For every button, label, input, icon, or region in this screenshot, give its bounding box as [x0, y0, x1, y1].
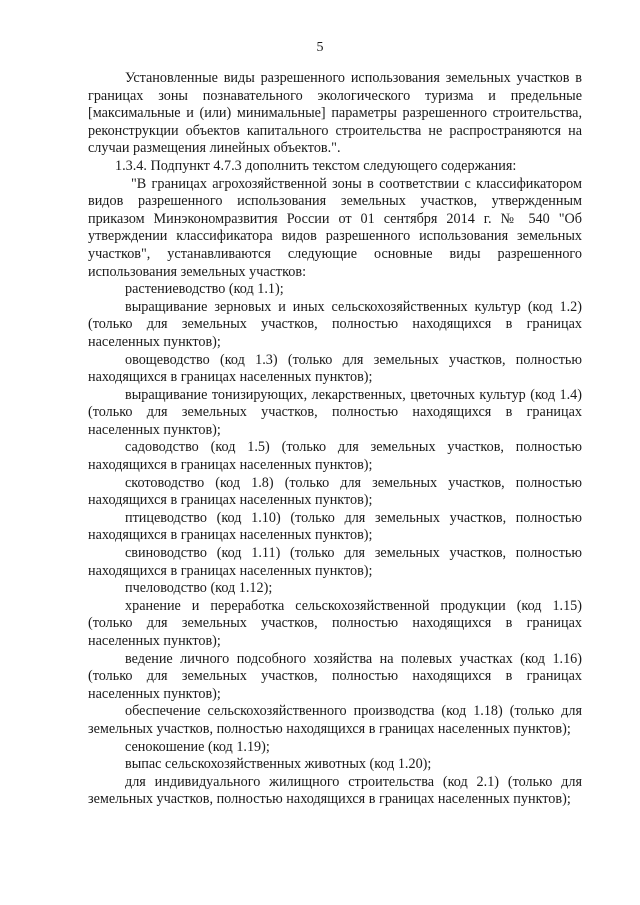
land-use-list [88, 281, 582, 809]
list-item: свиноводство (код 1.11) (только для земельных участков, полностью находящихся в границах населенных пунктов); [88, 545, 582, 579]
list-item: ведение личного подсобного хозяйства на полевых участках (код 1.16) (только для земельных участков, полностью находящихся в границах населенных пунктов); [88, 650, 582, 702]
paragraph-zone-tourism: Установленные виды разрешенного использования земельных участков в границах зоны познавательного экологического туризма и предельные [максимальные и (или) минимальные] параметры разрешенного строительства, реконструкции объектов капитального строительства не распространяются на случаи размещения линейных объектов.". [88, 70, 582, 157]
paragraph-subclause-4-7-3: 1.3.4. Подпункт 4.7.3 дополнить текстом следующего содержания: [115, 157, 517, 174]
document-body [88, 70, 582, 809]
list-item: для индивидуального жилищного строительства (код 2.1) (только для земельных участков, полностью находящихся в границах населенных пунктов); [88, 773, 582, 808]
list-item: выпас сельскохозяйственных животных (код 1.20); [125, 756, 432, 773]
list-item: сенокошение (код 1.19); [125, 738, 270, 755]
list-item: обеспечение сельскохозяйственного производства (код 1.18) (только для земельных участков, полностью находящихся в границах населенных пунктов); [88, 703, 582, 737]
list-item: птицеводство (код 1.10) (только для земельных участков, полностью находящихся в границах населенных пунктов); [88, 509, 582, 544]
list-item: садоводство (код 1.5) (только для земельных участков, полностью находящихся в границах населенных пунктов); [88, 439, 582, 474]
list-item: выращивание тонизирующих, лекарственных, цветочных культур (код 1.4) (только для земельных участков, полностью находящихся в границах населенных пунктов); [88, 386, 582, 438]
list-item: выращивание зерновых и иных сельскохозяйственных культур (код 1.2) (только для земельных участков, полностью находящихся в границах населенных пунктов); [88, 298, 582, 350]
list-item: скотоводство (код 1.8) (только для земельных участков, полностью находящихся в границах населенных пунктов); [88, 474, 582, 509]
list-item: хранение и переработка сельскохозяйственной продукции (код 1.15) (только для земельных участков, полностью находящихся в границах населенных пунктов); [88, 597, 582, 649]
list-item: овощеводство (код 1.3) (только для земельных участков, полностью находящихся в границах населенных пунктов); [88, 351, 582, 386]
page-number: 5 [316, 40, 324, 55]
list-item: пчеловодство (код 1.12); [125, 580, 273, 597]
paragraph-agro-zone-intro: "В границах агрохозяйственной зоны в соответствии с классификатором видов разрешенного использования земельных участков, утвержденным приказом Минэкономразвития России от 01 сентября 2014 г. № 540 "Об утверждении классификатора видов разрешенного использования земельных участков", устанавливаются следующие основные виды разрешенного использования земельных участков: [88, 175, 582, 280]
list-item: растениеводство (код 1.1); [125, 281, 284, 298]
